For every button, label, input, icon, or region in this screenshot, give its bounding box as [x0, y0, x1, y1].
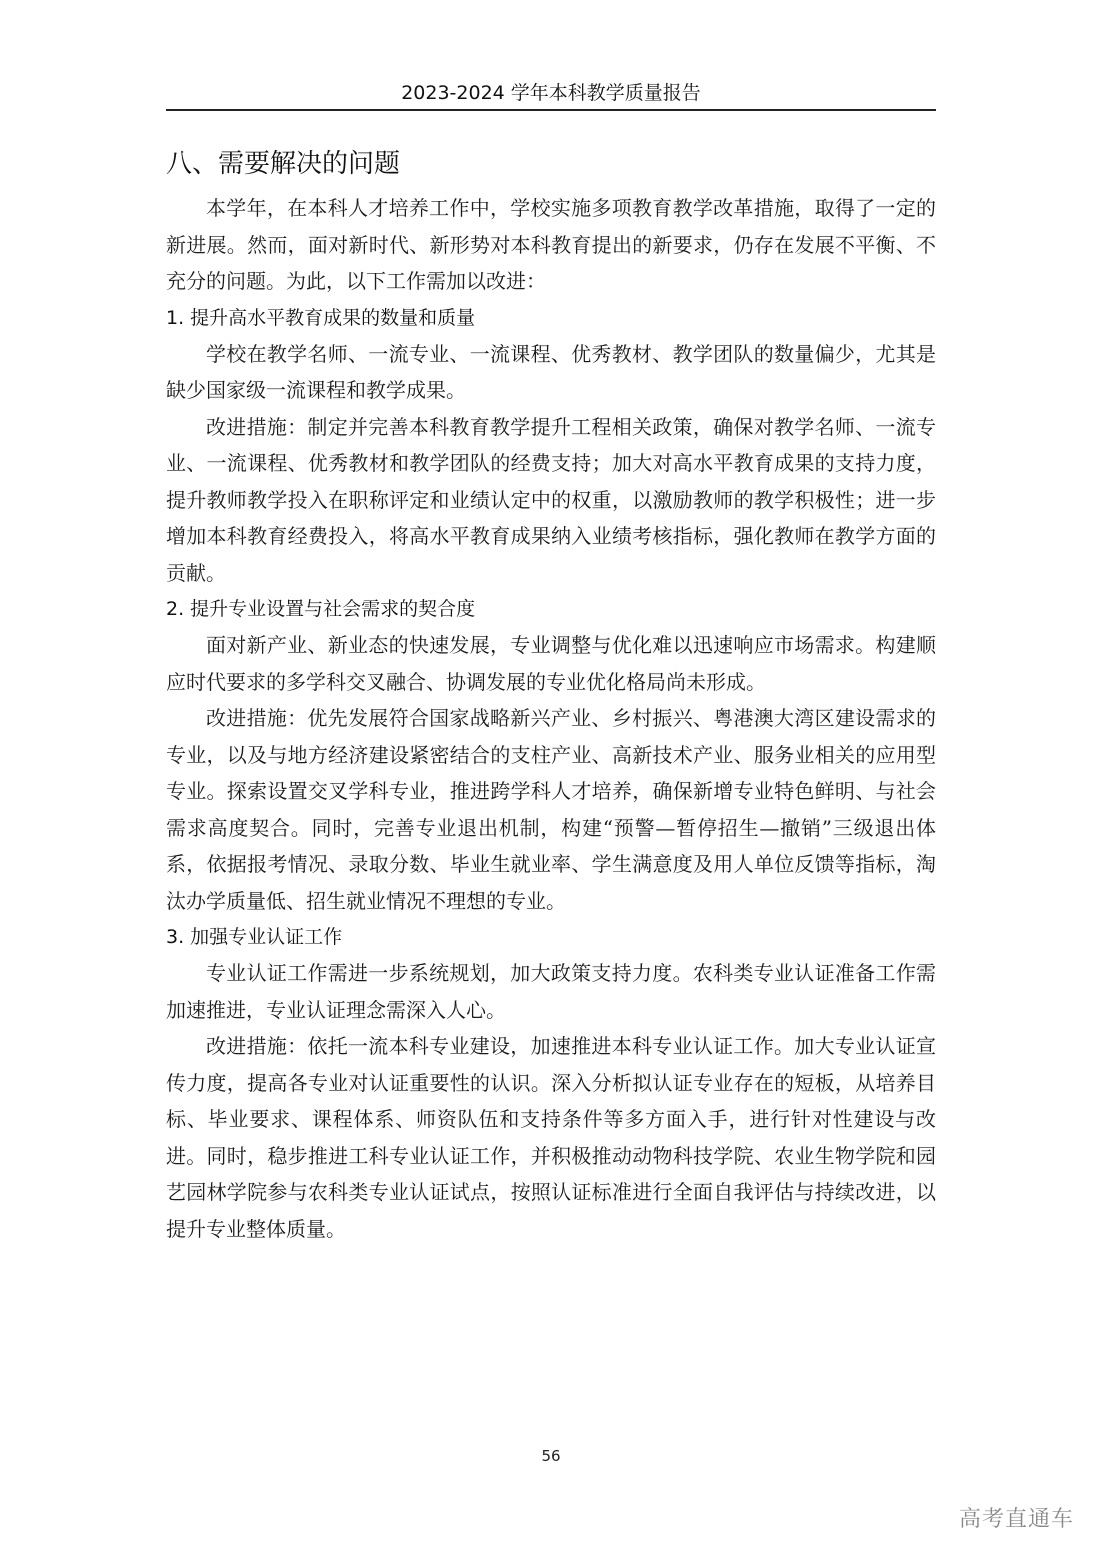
page-content	[166, 140, 936, 1247]
item-3-measures-paragraph: 改进措施：依托一流本科专业建设，加速推进本科专业认证工作。加大专业认证宣传力度，提高各专业对认证重要性的认识。深入分析拟认证专业存在的短板，从培养目标、毕业要求、课程体系、师资队伍和支持条件等多方面入手，进行针对性建设与改进。同时，稳步推进工科专业认证工作，并积极推动动物科技学院、农业生物学院和园艺园林学院参与农科类专业认证试点，按照认证标准进行全面自我评估与持续改进，以提升专业整体质量。	[166, 1034, 936, 1241]
item-1-measures-paragraph: 改进措施：制定并完善本科教育教学提升工程相关政策，确保对教学名师、一流专业、一流课程、优秀教材和教学团队的经费支持；加大对高水平教育成果的支持力度，提升教师教学投入在职称评定和业绩认定中的权重，以激励教师的教学积极性；进一步增加本科教育经费投入，将高水平教育成果纳入业绩考核指标，强化教师在教学方面的贡献。	[166, 414, 936, 585]
item-3-problem-paragraph: 专业认证工作需进一步系统规划，加大政策支持力度。农科类专业认证准备工作需加速推进，专业认证理念需深入人心。	[166, 961, 936, 1022]
section-intro-paragraph: 本学年，在本科人才培养工作中，学校实施多项教育教学改革措施，取得了一定的新进展。然而，面对新时代、新形势对本科教育提出的新要求，仍存在发展不平衡、不充分的问题。为此，以下工作需加以改进：	[166, 196, 936, 293]
item-1-problem-paragraph: 学校在教学名师、一流专业、一流课程、优秀教材、教学团队的数量偏少，尤其是缺少国家级一流课程和教学成果。	[166, 341, 936, 402]
subheading-2: 2. 提升专业设置与社会需求的契合度	[166, 598, 476, 620]
subheading-1: 1. 提升高水平教育成果的数量和质量	[166, 306, 476, 329]
report-header-title: 2023-2024 学年本科教学质量报告	[401, 82, 701, 104]
subheading-3: 3. 加强专业认证工作	[166, 926, 343, 948]
page-number: 56	[541, 1447, 561, 1465]
item-2-measures-paragraph: 改进措施：优先发展符合国家战略新兴产业、乡村振兴、粤港澳大湾区建设需求的专业，以及与地方经济建设紧密结合的支柱产业、高新技术产业、服务业相关的应用型专业。探索设置交叉学科专业，推进跨学科人才培养，确保新增专业特色鲜明、与社会需求高度契合。同时，完善专业退出机制，构建“预警—暂停招生—撤销”三级退出体系，依据报考情况、录取分数、毕业生就业率、学生满意度及用人单位反馈等指标，淘汰办学质量低、招生就业情况不理想的专业。	[166, 706, 936, 913]
section-title: 八、需要解决的问题	[166, 149, 401, 179]
watermark-text: 高考直通车	[958, 1507, 1074, 1532]
header-divider	[166, 109, 936, 111]
item-2-problem-paragraph: 面对新产业、新业态的快速发展，专业调整与优化难以迅速响应市场需求。构建顺应时代要求的多学科交叉融合、协调发展的专业优化格局尚未形成。	[166, 633, 936, 694]
